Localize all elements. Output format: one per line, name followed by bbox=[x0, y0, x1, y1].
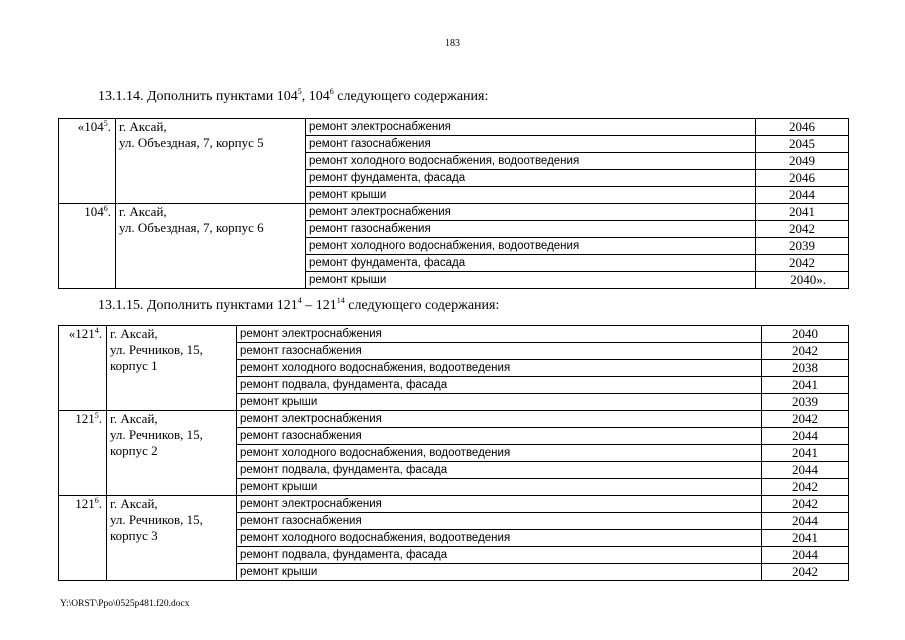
year-cell: 2039 bbox=[762, 394, 849, 411]
work-type-cell: ремонт холодного водоснабжения, водоотведения bbox=[237, 445, 762, 462]
year-cell: 2042 bbox=[762, 496, 849, 513]
year-cell: 2041 bbox=[756, 204, 849, 221]
work-type-cell: ремонт газоснабжения bbox=[237, 513, 762, 530]
work-type-cell: ремонт холодного водоснабжения, водоотведения bbox=[237, 530, 762, 547]
year-cell: 2049 bbox=[756, 153, 849, 170]
item-number-suffix: . bbox=[98, 496, 102, 511]
item-number-superscript: 6 bbox=[103, 204, 108, 213]
year-cell: 2042 bbox=[756, 221, 849, 238]
year-cell: 2045 bbox=[756, 136, 849, 153]
address-line: ул. Речников, 15, bbox=[110, 512, 203, 527]
repair-schedule-table-121 bbox=[58, 325, 849, 581]
table-row bbox=[59, 411, 849, 428]
heading-text: , 104 bbox=[301, 89, 330, 104]
work-type-cell: ремонт холодного водоснабжения, водоотведения bbox=[237, 360, 762, 377]
year-cell: 2044 bbox=[762, 428, 849, 445]
work-type-cell: ремонт фундамента, фасада bbox=[306, 255, 756, 272]
item-number-superscript: 4 bbox=[94, 326, 99, 335]
item-number: 121 bbox=[75, 411, 95, 426]
heading-text: 13.1.15. Дополнить пунктами 121 bbox=[98, 298, 298, 313]
heading-superscript: 6 bbox=[329, 87, 334, 96]
item-number-suffix: . bbox=[107, 204, 111, 219]
address-line: г. Аксай, bbox=[110, 326, 158, 341]
table-row bbox=[59, 326, 849, 343]
work-type-cell: ремонт крыши bbox=[237, 479, 762, 496]
work-type-cell: ремонт электроснабжения bbox=[237, 496, 762, 513]
work-type-cell: ремонт крыши bbox=[306, 187, 756, 204]
file-path-footer: Y:\ORST\Ppo\0525p481.f20.docx bbox=[60, 599, 190, 609]
item-number-cell bbox=[59, 119, 116, 204]
address-line: корпус 2 bbox=[110, 443, 158, 458]
work-type-cell: ремонт подвала, фундамента, фасада bbox=[237, 377, 762, 394]
heading-text: следующего содержания: bbox=[333, 89, 489, 104]
year-cell: 2041 bbox=[762, 377, 849, 394]
year-cell: 2040». bbox=[756, 272, 849, 289]
work-type-cell: ремонт электроснабжения bbox=[237, 326, 762, 343]
year-cell: 2039 bbox=[756, 238, 849, 255]
work-type-cell: ремонт электроснабжения bbox=[306, 119, 756, 136]
year-cell: 2042 bbox=[762, 411, 849, 428]
item-number: «104 bbox=[77, 119, 104, 134]
address-line: ул. Объездная, 7, корпус 5 bbox=[119, 135, 264, 150]
repair-schedule-table-104 bbox=[58, 118, 849, 289]
address-line: корпус 1 bbox=[110, 358, 158, 373]
year-cell: 2044 bbox=[756, 187, 849, 204]
year-cell: 2046 bbox=[756, 119, 849, 136]
address-cell bbox=[116, 204, 306, 289]
year-cell: 2040 bbox=[762, 326, 849, 343]
address-cell bbox=[107, 496, 237, 581]
year-cell: 2044 bbox=[762, 547, 849, 564]
work-type-cell: ремонт газоснабжения bbox=[306, 221, 756, 238]
section-heading-13-1-14 bbox=[98, 89, 488, 105]
address-line: г. Аксай, bbox=[119, 204, 167, 219]
year-cell: 2046 bbox=[756, 170, 849, 187]
item-number: «121 bbox=[68, 326, 95, 341]
item-number-cell bbox=[59, 326, 107, 411]
work-type-cell: ремонт электроснабжения bbox=[237, 411, 762, 428]
item-number-cell bbox=[59, 411, 107, 496]
item-number-cell bbox=[59, 204, 116, 289]
address-line: г. Аксай, bbox=[110, 411, 158, 426]
year-cell: 2044 bbox=[762, 513, 849, 530]
item-number-suffix: . bbox=[107, 119, 111, 134]
work-type-cell: ремонт подвала, фундамента, фасада bbox=[237, 462, 762, 479]
address-line: ул. Речников, 15, bbox=[110, 342, 203, 357]
address-line: ул. Речников, 15, bbox=[110, 427, 203, 442]
work-type-cell: ремонт газоснабжения bbox=[237, 343, 762, 360]
item-number-superscript: 5 bbox=[94, 411, 99, 420]
year-cell: 2041 bbox=[762, 530, 849, 547]
work-type-cell: ремонт холодного водоснабжения, водоотведения bbox=[306, 238, 756, 255]
heading-superscript: 4 bbox=[297, 296, 302, 305]
item-number-suffix: . bbox=[98, 326, 102, 341]
heading-text: следующего содержания: bbox=[344, 298, 500, 313]
item-number: 104 bbox=[84, 204, 104, 219]
item-number-superscript: 6 bbox=[94, 496, 99, 505]
work-type-cell: ремонт подвала, фундамента, фасада bbox=[237, 547, 762, 564]
heading-text: – 121 bbox=[301, 298, 337, 313]
table-row bbox=[59, 119, 849, 136]
address-cell bbox=[116, 119, 306, 204]
address-line: г. Аксай, bbox=[119, 119, 167, 134]
work-type-cell: ремонт крыши bbox=[306, 272, 756, 289]
year-cell: 2038 bbox=[762, 360, 849, 377]
heading-superscript: 5 bbox=[297, 87, 302, 96]
year-cell: 2042 bbox=[756, 255, 849, 272]
work-type-cell: ремонт крыши bbox=[237, 564, 762, 581]
table-row bbox=[59, 204, 849, 221]
year-cell: 2041 bbox=[762, 445, 849, 462]
address-cell bbox=[107, 411, 237, 496]
item-number-cell bbox=[59, 496, 107, 581]
item-number: 121 bbox=[75, 496, 95, 511]
address-line: ул. Объездная, 7, корпус 6 bbox=[119, 220, 264, 235]
work-type-cell: ремонт холодного водоснабжения, водоотведения bbox=[306, 153, 756, 170]
year-cell: 2044 bbox=[762, 462, 849, 479]
section-heading-13-1-15 bbox=[98, 298, 499, 314]
year-cell: 2042 bbox=[762, 479, 849, 496]
page-number: 183 bbox=[445, 38, 460, 49]
work-type-cell: ремонт газоснабжения bbox=[306, 136, 756, 153]
item-number-superscript: 5 bbox=[103, 119, 108, 128]
address-cell bbox=[107, 326, 237, 411]
work-type-cell: ремонт газоснабжения bbox=[237, 428, 762, 445]
address-line: г. Аксай, bbox=[110, 496, 158, 511]
item-number-suffix: . bbox=[98, 411, 102, 426]
work-type-cell: ремонт фундамента, фасада bbox=[306, 170, 756, 187]
table-row bbox=[59, 496, 849, 513]
year-cell: 2042 bbox=[762, 343, 849, 360]
work-type-cell: ремонт электроснабжения bbox=[306, 204, 756, 221]
heading-text: 13.1.14. Дополнить пунктами 104 bbox=[98, 89, 298, 104]
year-cell: 2042 bbox=[762, 564, 849, 581]
address-line: корпус 3 bbox=[110, 528, 158, 543]
work-type-cell: ремонт крыши bbox=[237, 394, 762, 411]
heading-superscript: 14 bbox=[336, 296, 345, 305]
